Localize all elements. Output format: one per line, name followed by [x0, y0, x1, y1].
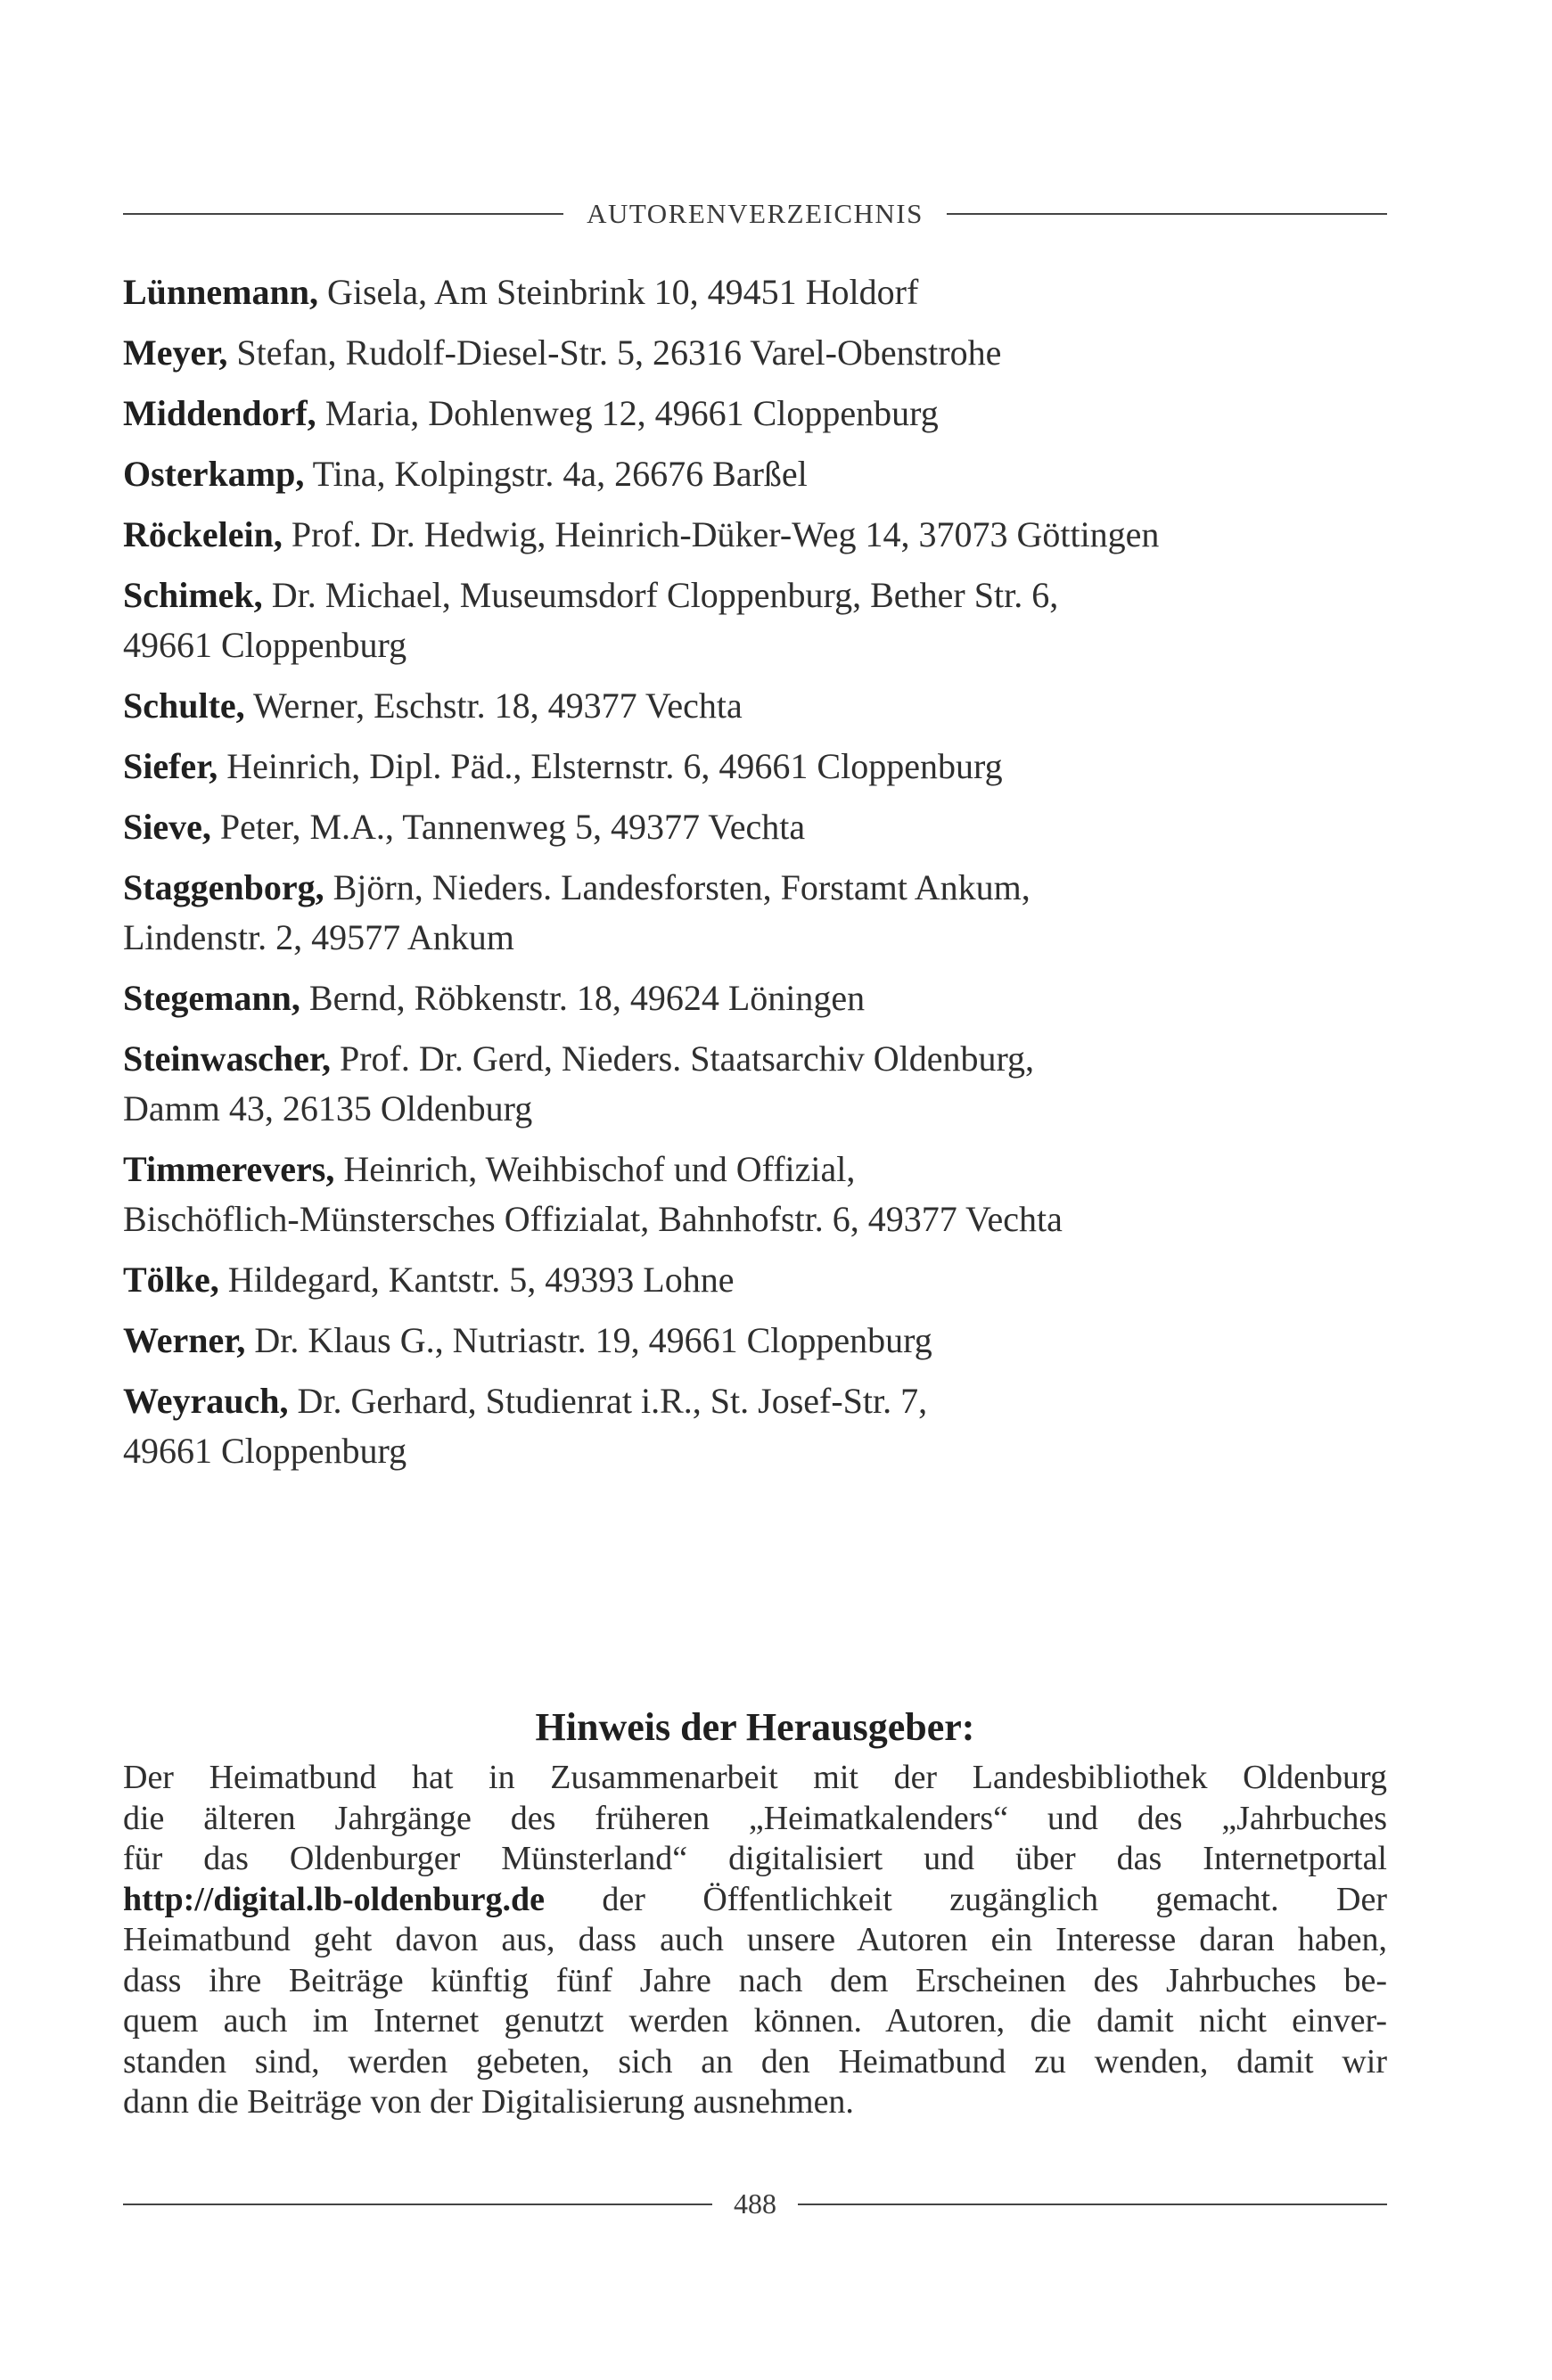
footer-rule-right	[798, 2204, 1387, 2205]
note-line: standen sind, werden gebeten, sich an den Heimatbund zu wenden, damit wir	[123, 2042, 1387, 2080]
author-entry	[123, 328, 1389, 378]
author-entry	[123, 863, 1389, 963]
author-surname: Steinwascher,	[123, 1038, 331, 1079]
author-details: Björn, Nieders. Landesforsten, Forstamt Ankum,	[324, 867, 1031, 907]
publisher-note-body	[123, 1758, 1387, 2123]
author-surname: Röckelein,	[123, 514, 283, 554]
author-details: Maria, Dohlenweg 12, 49661 Cloppenburg	[316, 393, 939, 433]
author-entry	[123, 267, 1389, 317]
section-title: AUTORENVERZEICHNIS	[587, 198, 924, 229]
author-details: Hildegard, Kantstr. 5, 49393 Lohne	[218, 1260, 735, 1300]
author-details: Tina, Kolpingstr. 4a, 26676 Barßel	[304, 454, 808, 494]
author-surname: Osterkamp,	[123, 454, 305, 494]
author-surname: Siefer,	[123, 746, 218, 786]
author-details-continued: 49661 Cloppenburg	[123, 625, 407, 665]
author-details: Heinrich, Dipl. Päd., Elsternstr. 6, 49661 Cloppenburg	[218, 746, 1003, 786]
author-surname: Stegemann,	[123, 978, 300, 1018]
author-details: Werner, Eschstr. 18, 49377 Vechta	[244, 685, 743, 726]
author-surname: Schulte,	[123, 685, 245, 726]
author-entry	[123, 510, 1389, 560]
author-details-continued: Bischöflich-Münstersches Offizialat, Bahnhofstr. 6, 49377 Vechta	[123, 1199, 1063, 1239]
author-details-continued: Lindenstr. 2, 49577 Ankum	[123, 917, 514, 957]
author-surname: Sieve,	[123, 807, 211, 847]
author-entry	[123, 1145, 1389, 1244]
author-surname: Meyer,	[123, 332, 228, 373]
author-directory	[123, 267, 1389, 1487]
author-details: Dr. Klaus G., Nutriastr. 19, 49661 Cloppenburg	[245, 1320, 932, 1360]
note-line: quem auch im Internet genutzt werden können. Autoren, die damit nicht einver-	[123, 2002, 1387, 2039]
author-entry	[123, 802, 1389, 852]
publisher-note-heading: Hinweis der Herausgeber:	[535, 1705, 975, 1749]
page-number: 488	[734, 2187, 776, 2220]
note-line: dass ihre Beiträge künftig fünf Jahre nach dem Erscheinen des Jahrbuches be-	[123, 1961, 1387, 1999]
author-entry	[123, 973, 1389, 1023]
author-entry	[123, 389, 1389, 439]
author-details: Prof. Dr. Gerd, Nieders. Staatsarchiv Oldenburg,	[330, 1038, 1035, 1079]
author-details: Heinrich, Weihbischof und Offizial,	[334, 1149, 856, 1189]
author-entry	[123, 449, 1389, 499]
author-details: Dr. Michael, Museumsdorf Cloppenburg, Bether Str. 6,	[262, 575, 1059, 615]
author-details: Bernd, Röbkenstr. 18, 49624 Löningen	[300, 978, 866, 1018]
author-surname: Lünnemann,	[123, 272, 318, 312]
author-entry	[123, 742, 1389, 792]
author-surname: Tölke,	[123, 1260, 219, 1300]
author-surname: Staggenborg,	[123, 867, 324, 907]
author-surname: Middendorf,	[123, 393, 316, 433]
author-surname: Timmerevers,	[123, 1149, 335, 1189]
author-details: Dr. Gerhard, Studienrat i.R., St. Josef-Str. 7,	[288, 1381, 928, 1421]
note-line: für das Oldenburger Münsterland“ digitalisiert und über das Internetportal	[123, 1840, 1387, 1877]
author-entry	[123, 1034, 1389, 1134]
author-details: Prof. Dr. Hedwig, Heinrich-Düker-Weg 14, 37073 Göttingen	[282, 514, 1160, 554]
author-surname: Werner,	[123, 1320, 246, 1360]
author-surname: Schimek,	[123, 575, 263, 615]
note-line: dann die Beiträge von der Digitalisierung ausnehmen.	[123, 2083, 854, 2121]
portal-url-link[interactable]: http://digital.lb-oldenburg.de	[123, 1880, 545, 1918]
author-details: Peter, M.A., Tannenweg 5, 49377 Vechta	[210, 807, 806, 847]
running-footer	[123, 2187, 1387, 2220]
running-header	[123, 198, 1387, 230]
author-details: Gisela, Am Steinbrink 10, 49451 Holdorf	[317, 272, 919, 312]
author-entry	[123, 681, 1389, 731]
footer-rule-left	[123, 2204, 712, 2205]
author-surname: Weyrauch,	[123, 1381, 289, 1421]
author-details-continued: Damm 43, 26135 Oldenburg	[123, 1088, 533, 1128]
note-line: die älteren Jahrgänge des früheren „Heimatkalenders“ und des „Jahrbuches	[123, 1799, 1387, 1837]
author-details: Stefan, Rudolf-Diesel-Str. 5, 26316 Varel-Obenstrohe	[227, 332, 1002, 373]
author-entry	[123, 1376, 1389, 1476]
header-rule-right	[947, 213, 1387, 215]
note-line: Heimatbund geht davon aus, dass auch unsere Autoren ein Interesse daran haben,	[123, 1921, 1387, 1958]
author-details-continued: 49661 Cloppenburg	[123, 1431, 407, 1471]
author-entry	[123, 1316, 1389, 1366]
author-entry	[123, 1255, 1389, 1305]
note-line	[123, 1880, 1387, 1921]
note-line-rest: der Öffentlichkeit zugänglich gemacht. Der	[544, 1880, 1387, 1918]
header-rule-left	[123, 213, 563, 215]
note-line: Der Heimatbund hat in Zusammenarbeit mit der Landesbibliothek Oldenburg	[123, 1759, 1387, 1796]
author-entry	[123, 570, 1389, 670]
